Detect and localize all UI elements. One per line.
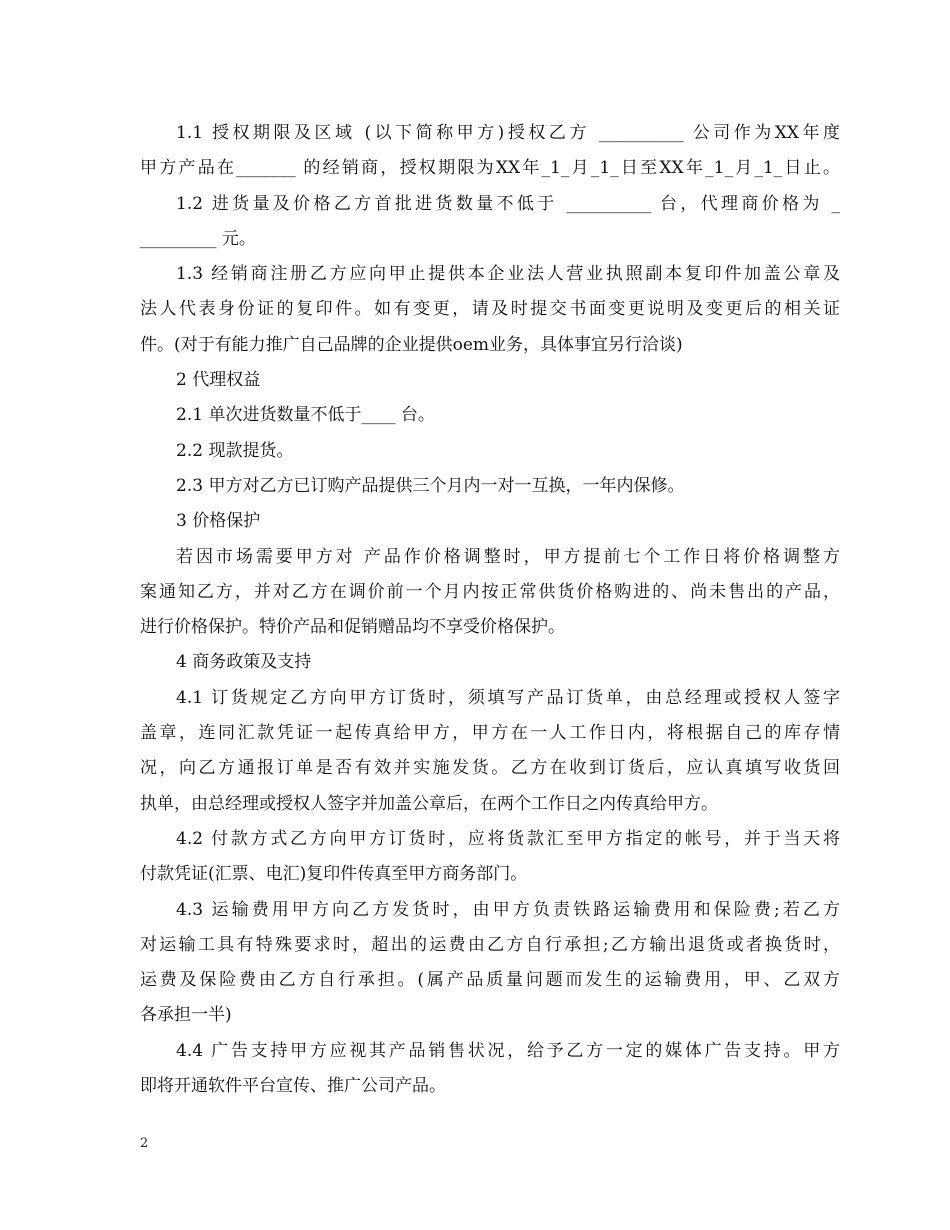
text-line: 4.2 付款方式乙方向甲方订货时，应将货款汇至甲方指定的帐号，并于当天将 (176, 828, 840, 849)
text-line: 1.3 经销商注册乙方应向甲止提供本企业法人营业执照副本复印件加盖公章及 (176, 264, 840, 285)
text-line: 案通知乙方，并对乙方在调价前一个月内按正常供货价格购进的、尚未售出的产品， (140, 581, 840, 602)
text-line: 1.1 授权期限及区域 (以下简称甲方)授权乙方 __________ 公司作为XX年度 (176, 123, 840, 143)
text-line: 法人代表身份证的复印件。如有变更，请及时提交书面变更说明及变更后的相关证 (140, 299, 840, 320)
text-line: 况，向乙方通报订单是否有效并实施发货。乙方在收到订货后，应认真填写收货回 (140, 758, 840, 779)
text-line: 1.2 进货量及价格乙方首批进货数量不低于 __________ 台，代理商价格为 _ (176, 193, 840, 214)
text-line: 对运输工具有特殊要求时，超出的运费由乙方自行承担;乙方输出退货或者换货时， (140, 934, 840, 955)
text-line: _________ 元。 (140, 228, 256, 249)
text-line: 件。(对于有能力推广自己品牌的企业提供oem业务，具体事宜另行洽谈) (140, 334, 683, 355)
text-line: 即将开通软件平台宣传、推广公司产品。 (140, 1076, 446, 1097)
text-line: 盖章，连同汇款凭证一起传真给甲方，甲方在一人工作日内，将根据自己的库存情 (140, 723, 840, 744)
text-line: 各承担一半) (140, 1005, 232, 1026)
text-line: 甲方产品在_______ 的经销商，授权期限为XX年_1_月_1_日至XX年_1_月_1_日止。 (140, 158, 840, 179)
document-body (140, 116, 840, 1104)
text-line: 4.3 运输费用甲方向乙方发货时，由甲方负责铁路运输费用和保险费;若乙方 (176, 899, 840, 920)
text-line: 若因市场需要甲方对 产品作价格调整时，甲方提前七个工作日将价格调整方 (176, 546, 840, 567)
text-line: 4 商务政策及支持 (176, 652, 312, 673)
text-line: 2.2 现款提货。 (176, 440, 294, 461)
text-line: 付款凭证(汇票、电汇)复印件传真至甲方商务部门。 (140, 864, 528, 885)
text-line: 2 代理权益 (176, 370, 261, 391)
text-line: 进行价格保护。特价产品和促销赠品均不享受价格保护。 (140, 617, 565, 638)
text-line: 运费及保险费由乙方自行承担。(属产品质量问题而发生的运输费用，甲、乙双方 (140, 970, 840, 991)
text-line: 4.1 订货规定乙方向甲方订货时，须填写产品订货单，由总经理或授权人签字 (176, 687, 840, 708)
page-number: 2 (140, 1136, 149, 1151)
text-line: 执单，由总经理或授权人签字并加盖公章后，在两个工作日之内传真给甲方。 (140, 793, 718, 814)
text-line: 3 价格保护 (176, 511, 261, 532)
text-line: 4.4 广告支持甲方应视其产品销售状况，给予乙方一定的媒体广告支持。甲方 (176, 1040, 840, 1061)
text-line: 2.3 甲方对乙方已订购产品提供三个月内一对一互换，一年内保修。 (176, 475, 685, 496)
text-line: 2.1 单次进货数量不低于____ 台。 (176, 405, 435, 426)
